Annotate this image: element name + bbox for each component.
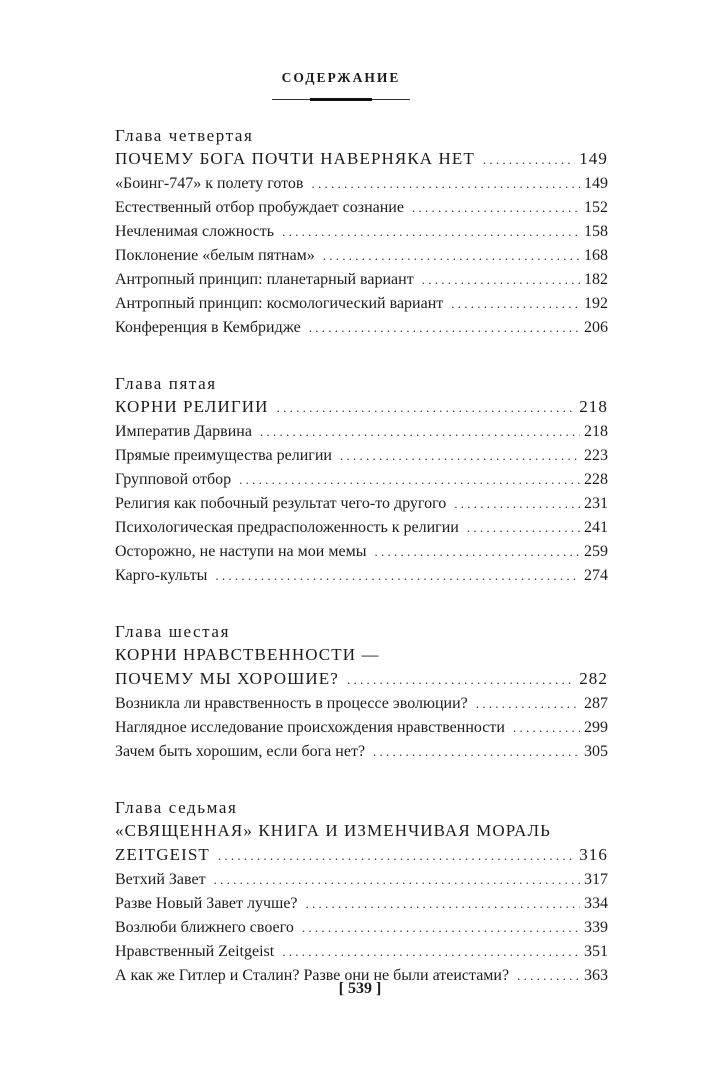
chapter-5 <box>115 372 608 588</box>
entry-page: 259 <box>584 543 608 560</box>
entry-page: 168 <box>584 247 608 264</box>
toc-entry[interactable] <box>115 196 608 220</box>
entry-page: 231 <box>584 495 608 512</box>
dot-leader <box>260 420 580 444</box>
chapter-7 <box>115 796 608 988</box>
chapter-heading-page: 149 <box>579 149 608 168</box>
entry-page: 149 <box>584 175 608 192</box>
toc-entry[interactable] <box>115 892 608 916</box>
toc-entry[interactable] <box>115 564 608 588</box>
chapter-heading-title: ПОЧЕМУ МЫ ХОРОШИЕ? <box>115 669 339 688</box>
chapter-heading-row[interactable] <box>115 147 608 172</box>
dot-leader <box>467 516 580 540</box>
toc-entry[interactable] <box>115 540 608 564</box>
entry-page: 274 <box>584 567 608 584</box>
entry-title: Императив Дарвина <box>115 423 252 440</box>
dot-leader <box>422 268 580 292</box>
entry-page: 182 <box>584 271 608 288</box>
entry-title: Зачем быть хорошим, если бога нет? <box>115 743 366 760</box>
dot-leader <box>277 396 576 420</box>
entry-page: 339 <box>584 919 608 936</box>
entry-page: 351 <box>584 943 608 960</box>
entry-title: Психологическая предрасположенность к религии <box>115 519 459 536</box>
page-title: СОДЕРЖАНИЕ <box>281 70 401 85</box>
dot-leader <box>374 540 580 564</box>
chapter-label: Глава шестая <box>115 622 230 641</box>
page-number: [ 539 ] <box>338 980 382 997</box>
entry-title: Естественный отбор пробуждает сознание <box>115 199 404 216</box>
toc-entry[interactable] <box>115 868 608 892</box>
toc-entry[interactable] <box>115 468 608 492</box>
chapter-heading-row[interactable] <box>115 843 608 868</box>
dot-leader <box>306 892 580 916</box>
dot-leader <box>309 316 580 340</box>
chapter-4 <box>115 124 608 340</box>
title-rule <box>272 98 410 102</box>
dot-leader <box>451 292 580 316</box>
chapter-heading-line: КОРНИ НРАВСТВЕННОСТИ — <box>115 645 380 664</box>
entry-title: Осторожно, не наступи на мои мемы <box>115 543 367 560</box>
dot-leader <box>302 916 580 940</box>
entry-page: 152 <box>584 199 608 216</box>
dot-leader <box>513 716 580 740</box>
toc-entry[interactable] <box>115 220 608 244</box>
dot-leader <box>483 148 575 172</box>
toc-entry[interactable] <box>115 740 608 764</box>
table-of-contents <box>115 124 608 1020</box>
dot-leader <box>215 564 580 588</box>
toc-entry[interactable] <box>115 916 608 940</box>
toc-entry[interactable] <box>115 940 608 964</box>
entry-page: 192 <box>584 295 608 312</box>
entry-title: «Боинг-747» к полету готов <box>115 175 304 192</box>
chapter-heading-page: 218 <box>579 397 608 416</box>
chapter-heading-line: «СВЯЩЕННАЯ» КНИГА И ИЗМЕНЧИВАЯ МОРАЛЬ <box>115 821 552 840</box>
dot-leader <box>347 668 575 692</box>
dot-leader <box>412 196 580 220</box>
toc-entry[interactable] <box>115 316 608 340</box>
chapter-label: Глава пятая <box>115 374 217 393</box>
toc-entry[interactable] <box>115 516 608 540</box>
chapter-heading-title: ПОЧЕМУ БОГА ПОЧТИ НАВЕРНЯКА НЕТ <box>115 149 475 168</box>
chapter-6 <box>115 620 608 764</box>
entry-title: Антропный принцип: космологический вариант <box>115 295 444 312</box>
toc-entry[interactable] <box>115 492 608 516</box>
toc-entry[interactable] <box>115 692 608 716</box>
entry-title: Наглядное исследование происхождения нравственности <box>115 719 505 736</box>
chapter-label: Глава седьмая <box>115 798 238 817</box>
toc-entry[interactable] <box>115 420 608 444</box>
dot-leader <box>340 444 580 468</box>
entry-title: Карго-культы <box>115 567 208 584</box>
entry-title: А как же Гитлер и Сталин? Разве они не были атеистами? <box>115 967 510 984</box>
dot-leader <box>454 492 580 516</box>
entry-page: 206 <box>584 319 608 336</box>
chapter-label: Глава четвертая <box>115 126 254 145</box>
dot-leader <box>373 740 580 764</box>
entry-title: Возлюби ближнего своего <box>115 919 294 936</box>
toc-header <box>272 70 410 102</box>
entry-page: 334 <box>584 895 608 912</box>
entry-page: 241 <box>584 519 608 536</box>
chapter-heading-title: КОРНИ РЕЛИГИИ <box>115 397 269 416</box>
toc-entry[interactable] <box>115 444 608 468</box>
chapter-heading-page: 316 <box>579 845 608 864</box>
entry-page: 363 <box>584 967 608 984</box>
dot-leader <box>476 692 580 716</box>
entry-title: Поклонение «белым пятнам» <box>115 247 315 264</box>
entry-page: 228 <box>584 471 608 488</box>
toc-entry[interactable] <box>115 292 608 316</box>
toc-entry[interactable] <box>115 268 608 292</box>
toc-entry[interactable] <box>115 716 608 740</box>
entry-page: 158 <box>584 223 608 240</box>
dot-leader <box>239 468 580 492</box>
entry-page: 218 <box>584 423 608 440</box>
entry-title: Возникла ли нравственность в процессе эволюции? <box>115 695 468 712</box>
chapter-heading-row[interactable] <box>115 395 608 420</box>
entry-title: Групповой отбор <box>115 471 232 488</box>
entry-title: Антропный принцип: планетарный вариант <box>115 271 414 288</box>
toc-entry[interactable] <box>115 172 608 196</box>
entry-page: 317 <box>584 871 608 888</box>
entry-page: 287 <box>584 695 608 712</box>
toc-entry[interactable] <box>115 244 608 268</box>
chapter-heading-title: ZEITGEIST <box>115 845 210 864</box>
dot-leader <box>214 868 580 892</box>
entry-page: 305 <box>584 743 608 760</box>
entry-title: Конференция в Кембридже <box>115 319 301 336</box>
entry-title: Разве Новый Завет лучше? <box>115 895 298 912</box>
dot-leader <box>311 172 580 196</box>
chapter-heading-row[interactable] <box>115 667 608 692</box>
entry-title: Нечленимая сложность <box>115 223 275 240</box>
entry-title: Нравственный Zeitgeist <box>115 943 275 960</box>
entry-title: Религия как побочный результат чего-то другого <box>115 495 447 512</box>
dot-leader <box>218 844 575 868</box>
entry-page: 223 <box>584 447 608 464</box>
entry-page: 299 <box>584 719 608 736</box>
entry-title: Ветхий Завет <box>115 871 206 888</box>
chapter-heading-page: 282 <box>579 669 608 688</box>
dot-leader <box>282 940 580 964</box>
dot-leader <box>282 220 580 244</box>
entry-title: Прямые преимущества религии <box>115 447 332 464</box>
dot-leader <box>323 244 580 268</box>
